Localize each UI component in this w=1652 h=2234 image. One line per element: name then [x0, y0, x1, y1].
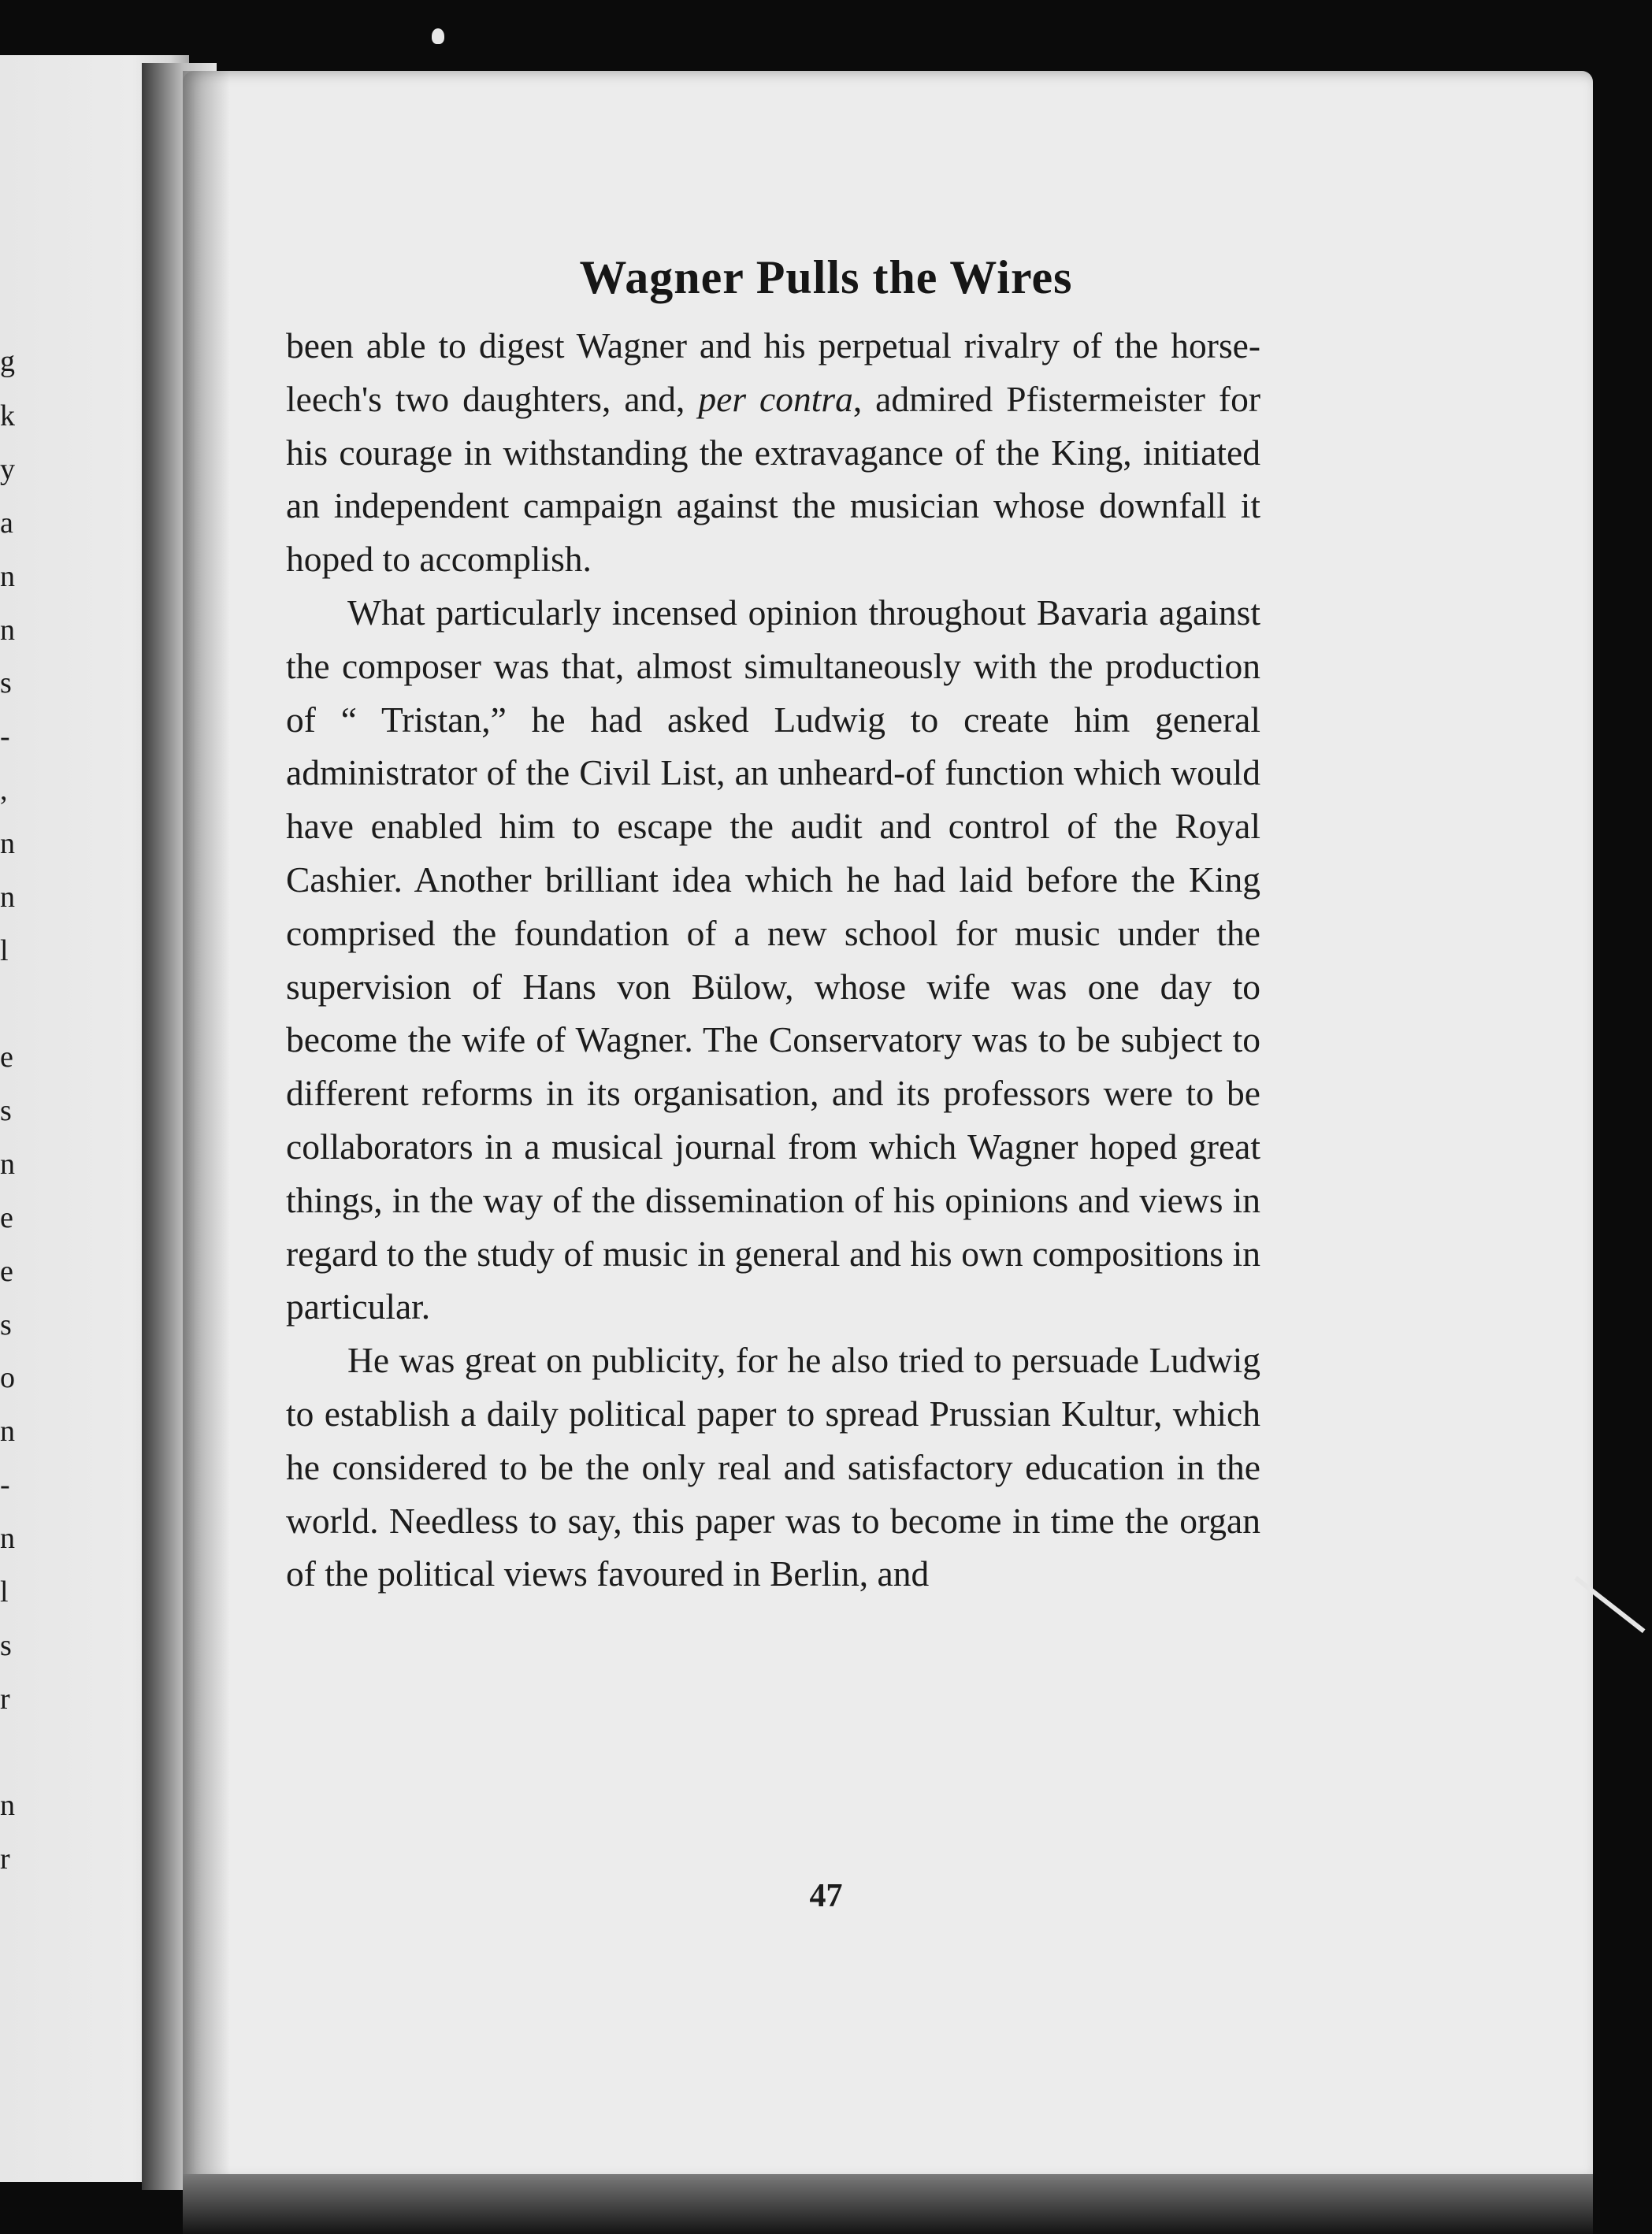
left-letter: r: [0, 1683, 10, 1716]
left-letter: n: [0, 827, 15, 860]
left-letter: l: [0, 934, 9, 967]
left-letter: s: [0, 1629, 12, 1662]
left-letter: g: [0, 345, 15, 378]
left-page-cropped-text: [0, 55, 19, 2182]
left-letter: e: [0, 1201, 13, 1234]
left-letter: k: [0, 399, 15, 432]
page-bottom-shadow: [183, 2174, 1593, 2234]
scan-speck: [432, 28, 444, 44]
left-letter: e: [0, 1255, 13, 1288]
left-letter: n: [0, 560, 15, 593]
left-letter: e: [0, 1041, 13, 1074]
body-text: [286, 319, 1260, 1601]
italic-phrase: per contra: [698, 378, 853, 419]
left-letter: n: [0, 1522, 15, 1555]
left-letter: n: [0, 1789, 15, 1822]
left-letter: o: [0, 1361, 15, 1394]
left-letter: n: [0, 881, 15, 914]
left-letter: s: [0, 1308, 12, 1342]
left-letter: n: [0, 1415, 15, 1448]
paragraph-3: He was great on publicity, for he also tried to persuade Ludwig to establish a daily political paper to spread Prussian Kultur, which he considered to be the only real and satisfactory education in the world. Needless to say, this paper was to become in time the organ of the political views favoured in Berlin, and: [286, 1340, 1260, 1594]
left-letter: n: [0, 1148, 15, 1181]
left-letter: n: [0, 614, 15, 647]
left-letter: l: [0, 1575, 9, 1609]
page-number: 47: [809, 1878, 843, 1914]
left-letter: ,: [0, 774, 8, 807]
left-letter: s: [0, 1094, 12, 1127]
left-letter: s: [0, 666, 12, 700]
paragraph-1: been able to digest Wagner and his perpetual rivalry of the horse-leech's two daughters, and, per contra, admired Pfistermeister for his courage in withstanding the extravagance of the King, initiated an independent campaign against the musician whose downfall it hoped to accomplish.: [286, 325, 1260, 580]
left-letter: -: [0, 720, 10, 753]
left-letter: y: [0, 453, 15, 486]
left-letter: a: [0, 507, 13, 540]
left-letter: r: [0, 1842, 10, 1876]
running-head: Wagner Pulls the Wires: [579, 251, 1073, 303]
paragraph-2: What particularly incensed opinion throughout Bavaria against the composer was that, almost simultaneously with the production of “ Tristan,” he had asked Ludwig to create him general administrator of the Civil List, an unheard-of function which would have enabled him to escape the audit and control of the Royal Cashier. Another brilliant idea which he had laid before the King comprised the foundation of a new school for music under the supervision of Hans von Bülow, whose wife was one day to become the wife of Wagner. The Conservatory was to be subject to different reforms in its organisation, and its professors were to be collaborators in a musical journal from which Wagner hoped great things, in the way of the dissemination of his opinions and views in regard to the study of music in general and his own compositions in particular.: [286, 592, 1260, 1327]
left-letter: -: [0, 1468, 10, 1501]
